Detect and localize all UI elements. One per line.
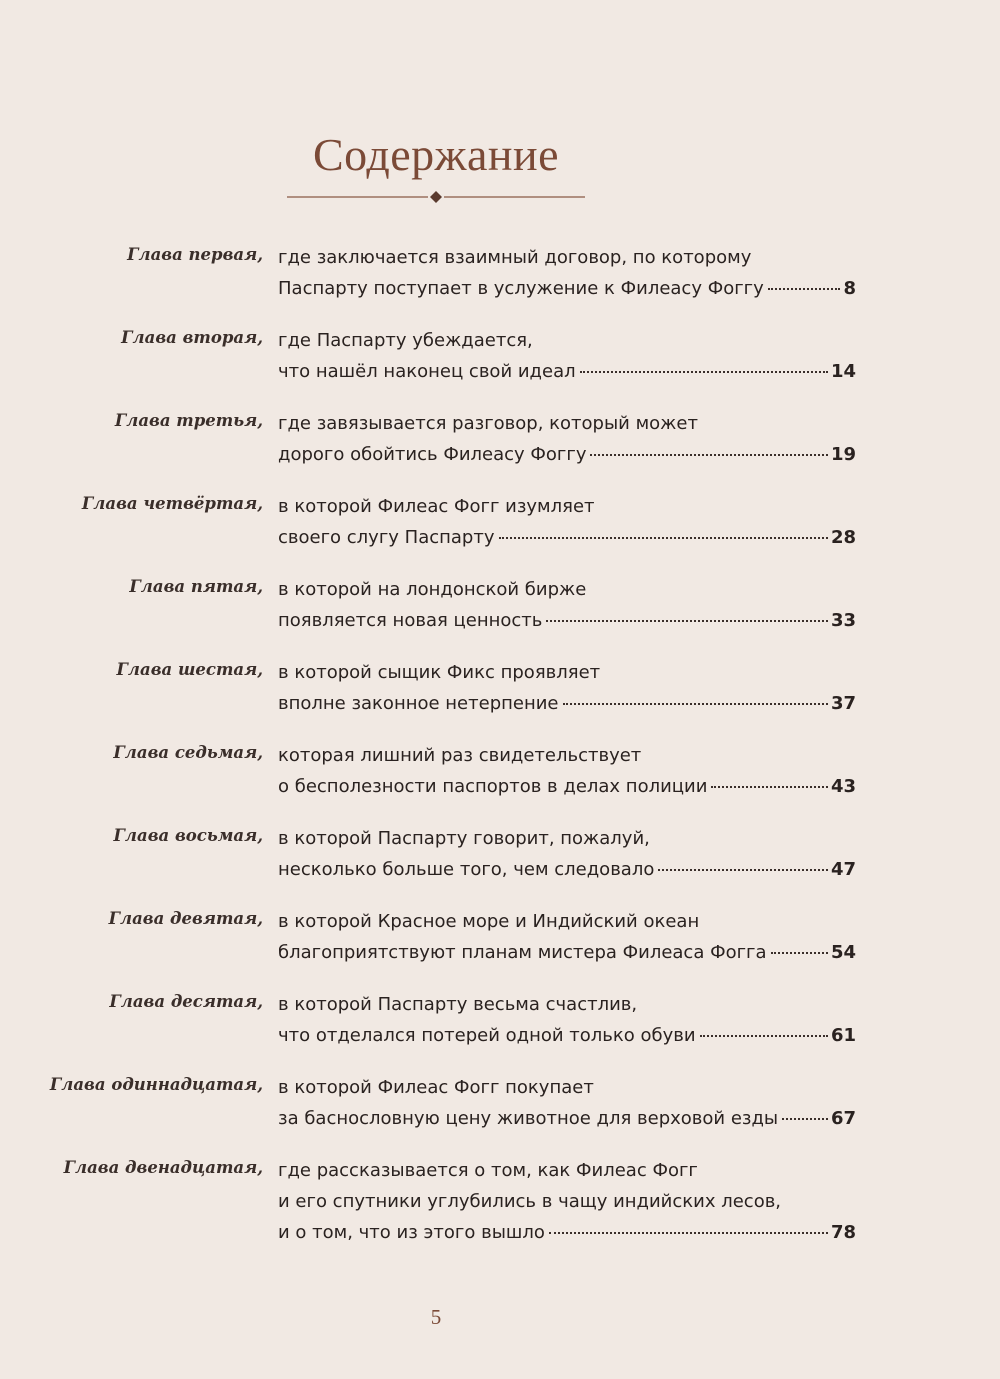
chapter-label: Глава третья, <box>114 411 263 430</box>
chapter-description: в которой Паспарту говорит, пожалуй, <box>278 828 650 849</box>
page-title: Содержание <box>312 129 560 180</box>
table-of-contents <box>0 242 1000 1269</box>
toc-entry[interactable] <box>0 1155 1000 1248</box>
chapter-description: о бесполезности паспортов в делах полиции <box>278 776 708 797</box>
chapter-description: в которой на лондонской бирже <box>278 579 587 600</box>
page-reference: 8 <box>843 278 856 299</box>
chapter-description: в которой Паспарту весьма счастлив, <box>278 994 638 1015</box>
chapter-description: в которой сыщик Фикс проявляет <box>278 662 601 683</box>
chapter-description: в которой Филеас Фогг покупает <box>278 1077 594 1098</box>
chapter-description: появляется новая ценность <box>278 610 543 631</box>
chapter-description: где заключается взаимный договор, по которому <box>278 247 752 268</box>
chapter-label: Глава вторая, <box>121 328 263 347</box>
chapter-description: которая лишний раз свидетельствует <box>278 745 642 766</box>
page-reference: 54 <box>830 942 856 963</box>
toc-entry[interactable] <box>0 657 1000 719</box>
page-reference: 67 <box>830 1108 856 1129</box>
title-ornament <box>287 188 585 206</box>
toc-entry[interactable] <box>0 740 1000 802</box>
chapter-description: дорого обойтись Филеасу Фоггу <box>278 444 587 465</box>
chapter-label: Глава первая, <box>127 245 263 264</box>
toc-entry[interactable] <box>0 574 1000 636</box>
dot-leader <box>549 1232 828 1234</box>
chapter-label: Глава десятая, <box>109 992 263 1011</box>
chapter-description: в которой Филеас Фогг изумляет <box>278 496 595 517</box>
chapter-description: где рассказывается о том, как Филеас Фогг <box>278 1160 698 1181</box>
page-reference: 43 <box>830 776 856 797</box>
chapter-description: и о том, что из этого вышло <box>278 1222 545 1243</box>
chapter-label: Глава восьмая, <box>113 826 263 845</box>
chapter-label: Глава четвёртая, <box>81 494 263 513</box>
chapter-description: своего слугу Паспарту <box>278 527 495 548</box>
chapter-description: что отделался потерей одной только обуви <box>278 1025 696 1046</box>
chapter-description: где Паспарту убеждается, <box>278 330 533 351</box>
dot-leader <box>771 952 828 954</box>
toc-entry[interactable] <box>0 906 1000 968</box>
toc-entry[interactable] <box>0 325 1000 387</box>
dot-leader <box>499 537 828 539</box>
page-reference: 61 <box>830 1025 856 1046</box>
chapter-description: в которой Красное море и Индийский океан <box>278 911 700 932</box>
chapter-description: за баснословную цену животное для верховой езды <box>278 1108 779 1129</box>
toc-entry[interactable] <box>0 242 1000 304</box>
dot-leader <box>546 620 828 622</box>
chapter-description: несколько больше того, чем следовало <box>278 859 655 880</box>
toc-entry[interactable] <box>0 989 1000 1051</box>
chapter-description: вполне законное нетерпение <box>278 693 559 714</box>
chapter-description: благоприятствуют планам мистера Филеаса Фогга <box>278 942 767 963</box>
chapter-description: Паспарту поступает в услужение к Филеасу Фоггу <box>278 278 764 299</box>
chapter-label: Глава одиннадцатая, <box>49 1075 263 1094</box>
toc-entry[interactable] <box>0 1072 1000 1134</box>
page-reference: 14 <box>830 361 856 382</box>
chapter-label: Глава двенадцатая, <box>63 1158 263 1177</box>
dot-leader <box>768 288 841 290</box>
page-reference: 47 <box>830 859 856 880</box>
page-reference: 28 <box>830 527 856 548</box>
page-number: 5 <box>430 1305 442 1329</box>
page-reference: 78 <box>830 1222 856 1243</box>
dot-leader <box>711 786 827 788</box>
toc-entry[interactable] <box>0 491 1000 553</box>
dot-leader <box>700 1035 828 1037</box>
dot-leader <box>563 703 828 705</box>
dot-leader <box>590 454 827 456</box>
page-reference: 33 <box>830 610 856 631</box>
chapter-description: и его спутники углубились в чащу индийских лесов, <box>278 1191 782 1212</box>
chapter-label: Глава пятая, <box>129 577 263 596</box>
chapter-description: что нашёл наконец свой идеал <box>278 361 576 382</box>
dot-leader <box>782 1118 828 1120</box>
toc-entry[interactable] <box>0 408 1000 470</box>
chapter-label: Глава девятая, <box>108 909 263 928</box>
chapter-description: где завязывается разговор, который может <box>278 413 698 434</box>
page-reference: 19 <box>830 444 856 465</box>
dot-leader <box>580 371 828 373</box>
page-reference: 37 <box>830 693 856 714</box>
toc-entry[interactable] <box>0 823 1000 885</box>
dot-leader <box>658 869 828 871</box>
chapter-label: Глава седьмая, <box>113 743 263 762</box>
chapter-label: Глава шестая, <box>116 660 263 679</box>
